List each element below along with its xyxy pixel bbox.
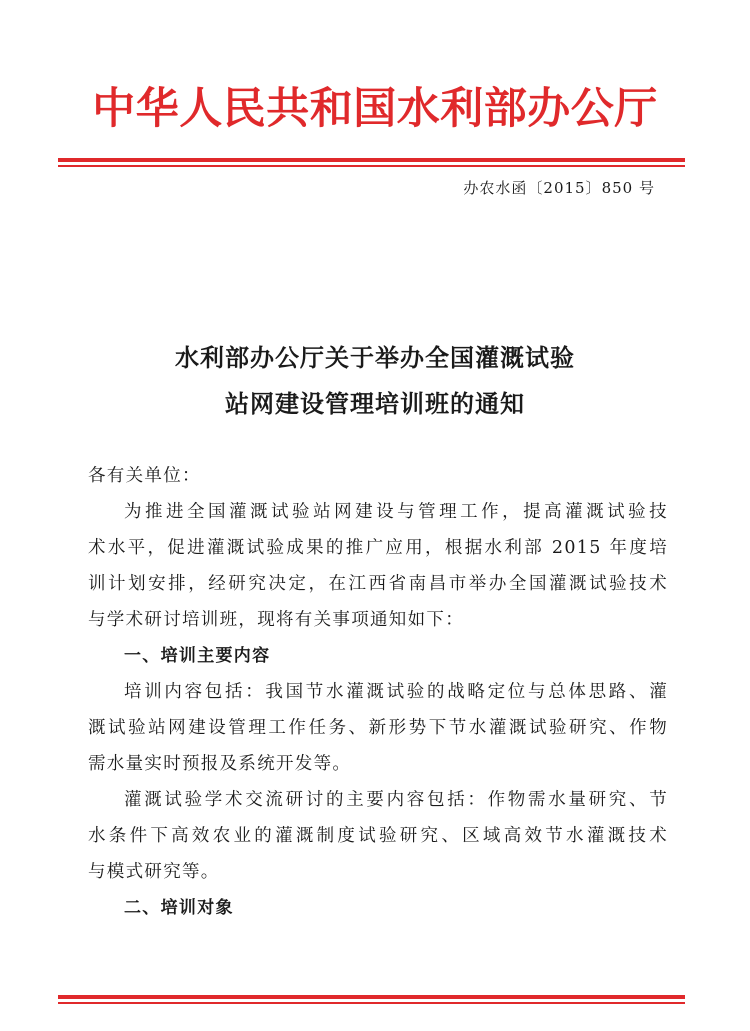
intro-line-4: 与学术研讨培训班，现将有关事项通知如下： bbox=[88, 610, 464, 630]
issuing-organization-header: 中华人民共和国水利部办公厅 bbox=[92, 84, 658, 134]
intro-line-2: 术水平，促进灌溉试验成果的推广应用，根据水利部 2015 年度培 bbox=[88, 538, 668, 558]
section-1-para-1-line-2: 溉试验站网建设管理工作任务、新形势下节水灌溉试验研究、作物 bbox=[88, 718, 668, 738]
section-1-para-1-line-1: 培训内容包括：我国节水灌溉试验的战略定位与总体思路、灌 bbox=[124, 682, 668, 702]
document-title-line-2: 站网建设管理培训班的通知 bbox=[225, 390, 525, 418]
document-body bbox=[88, 458, 668, 926]
section-1-heading: 一、培训主要内容 bbox=[124, 646, 271, 666]
section-1-para-1-line-3: 需水量实时预报及系统开发等。 bbox=[88, 754, 352, 774]
salutation: 各有关单位： bbox=[88, 466, 201, 486]
document-number: 办农水函〔2015〕850 号 bbox=[463, 179, 655, 197]
section-1-para-2-line-3: 与模式研究等。 bbox=[88, 862, 220, 882]
header-red-rule-thin bbox=[58, 165, 685, 167]
section-2-heading: 二、培训对象 bbox=[124, 898, 234, 918]
footer-red-rule-thick bbox=[58, 995, 685, 999]
footer-red-rule-thin bbox=[58, 1002, 685, 1004]
document-title-line-1: 水利部办公厅关于举办全国灌溉试验 bbox=[175, 344, 575, 372]
intro-line-1: 为推进全国灌溉试验站网建设与管理工作，提高灌溉试验技 bbox=[124, 502, 668, 522]
section-1-para-2-line-1: 灌溉试验学术交流研讨的主要内容包括：作物需水量研究、节 bbox=[124, 790, 668, 810]
intro-line-3: 训计划安排，经研究决定，在江西省南昌市举办全国灌溉试验技术 bbox=[88, 574, 668, 594]
header-red-rule-thick bbox=[58, 158, 685, 162]
section-1-para-2-line-2: 水条件下高效农业的灌溉制度试验研究、区域高效节水灌溉技术 bbox=[88, 826, 668, 846]
